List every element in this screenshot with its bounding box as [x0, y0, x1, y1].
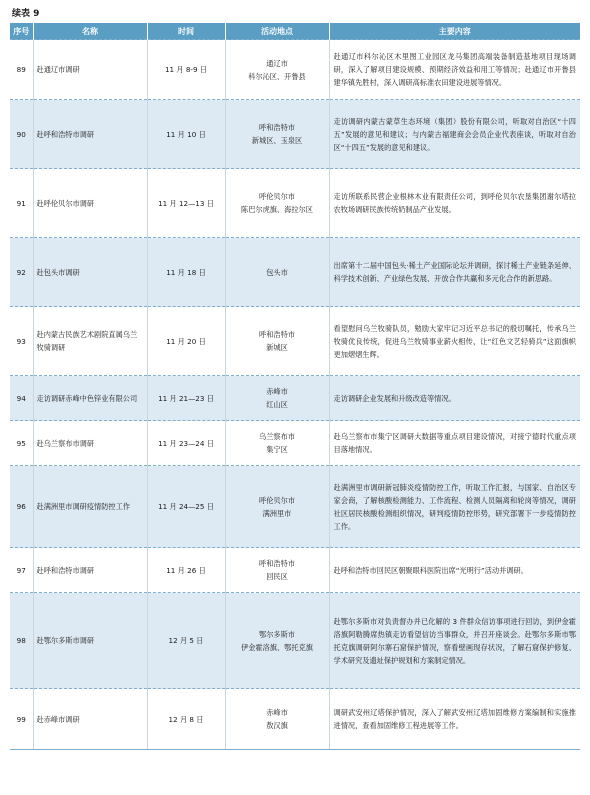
row-number: 97 — [10, 548, 33, 593]
row-place: 鄂尔多斯市 伊金霍洛旗、鄂托克旗 — [225, 593, 329, 689]
row-name: 赴呼和浩特市调研 — [33, 548, 147, 593]
row-number: 99 — [10, 689, 33, 750]
row-name: 赴呼伦贝尔市调研 — [33, 169, 147, 238]
row-content: 赴鄂尔多斯市对负责督办并已化解的 3 件群众信访事项进行回访，到伊金霍洛旗阿勒腾席热镇走访看望信访当事群众，并召开座谈会。赴鄂尔多斯市鄂托克旗调研阿尔寨石窟保护情况，察看壁画现存状况，了解石窟保护修复、学术研究及遗址保护规划和方案制定情况。 — [329, 593, 580, 689]
table-row — [10, 548, 580, 593]
row-number: 96 — [10, 466, 33, 548]
row-time: 11 月 21—23 日 — [147, 376, 225, 421]
row-name: 赴鄂尔多斯市调研 — [33, 593, 147, 689]
row-place: 通辽市 科尔沁区、开鲁县 — [225, 40, 329, 100]
row-name: 赴包头市调研 — [33, 238, 147, 307]
column-header-content: 主要内容 — [329, 23, 580, 40]
row-place: 乌兰察布市 集宁区 — [225, 421, 329, 466]
row-name: 赴满洲里市调研疫情防控工作 — [33, 466, 147, 548]
row-name: 走访调研赤峰中色锌业有限公司 — [33, 376, 147, 421]
row-content: 调研武安州辽塔保护情况，深入了解武安州辽塔加固维修方案编制和实施推进情况，查看加固维修工程进展等工作。 — [329, 689, 580, 750]
row-place: 呼伦贝尔市 陈巴尔虎旗、海拉尔区 — [225, 169, 329, 238]
table-header-row — [10, 23, 580, 40]
row-content: 赴通辽市科尔沁区木里图工业园区龙马集团高端装备制造基地项目现场调研，深入了解项目建设规模、预期经济效益和用工等情况；赴通辽市开鲁县建华镇先胜村，深入调研高标准农田建设进展等情况。 — [329, 40, 580, 100]
table-row — [10, 466, 580, 548]
row-content: 看望慰问乌兰牧骑队员，勉励大家牢记习近平总书记的殷切嘱托，传承乌兰牧骑优良传统，促进乌兰牧骑事业薪火相传，让“红色文艺轻骑兵”这面旗帜更加熠熠生辉。 — [329, 307, 580, 376]
row-time: 11 月 24—25 日 — [147, 466, 225, 548]
row-name: 赴赤峰市调研 — [33, 689, 147, 750]
page-title: 续表 9 — [12, 9, 40, 19]
row-number: 94 — [10, 376, 33, 421]
row-time: 12 月 5 日 — [147, 593, 225, 689]
table-row — [10, 376, 580, 421]
table-row — [10, 307, 580, 376]
row-time: 11 月 10 日 — [147, 100, 225, 169]
table-row — [10, 421, 580, 466]
table-row — [10, 40, 580, 100]
row-name: 赴乌兰察布市调研 — [33, 421, 147, 466]
table-row — [10, 169, 580, 238]
row-content: 出席第十二届中国包头·稀土产业国际论坛并调研，探讨稀土产业链条延伸、科学技术创新、产业绿色发展、开放合作共赢和多元化合作的新思路。 — [329, 238, 580, 307]
row-place: 赤峰市 敖汉旗 — [225, 689, 329, 750]
table-row — [10, 238, 580, 307]
row-number: 93 — [10, 307, 33, 376]
column-header-name: 名称 — [33, 23, 147, 40]
row-content: 赴乌兰察布市集宁区调研大数据等重点项目建设情况，对接宁德时代重点项目落地情况。 — [329, 421, 580, 466]
table-row — [10, 689, 580, 750]
row-time: 12 月 8 日 — [147, 689, 225, 750]
row-time: 11 月 12—13 日 — [147, 169, 225, 238]
row-place: 呼和浩特市 新城区、玉泉区 — [225, 100, 329, 169]
row-name: 赴内蒙古民族艺术剧院直属乌兰牧骑调研 — [33, 307, 147, 376]
row-time: 11 月 18 日 — [147, 238, 225, 307]
row-time: 11 月 20 日 — [147, 307, 225, 376]
table-row — [10, 100, 580, 169]
row-name: 赴呼和浩特市调研 — [33, 100, 147, 169]
row-time: 11 月 8-9 日 — [147, 40, 225, 100]
row-place: 呼伦贝尔市 满洲里市 — [225, 466, 329, 548]
row-place: 包头市 — [225, 238, 329, 307]
row-time: 11 月 23—24 日 — [147, 421, 225, 466]
row-place: 呼和浩特市 新城区 — [225, 307, 329, 376]
row-content: 走访所联系民营企业根林木业有限责任公司，到呼伦贝尔农垦集团谢尔塔拉农牧场调研民族传统奶制品产业发展。 — [329, 169, 580, 238]
row-name: 赴通辽市调研 — [33, 40, 147, 100]
row-number: 90 — [10, 100, 33, 169]
row-content: 走访调研企业发展和升级改造等情况。 — [329, 376, 580, 421]
row-place: 赤峰市 红山区 — [225, 376, 329, 421]
column-header-time: 时间 — [147, 23, 225, 40]
row-time: 11 月 26 日 — [147, 548, 225, 593]
row-number: 89 — [10, 40, 33, 100]
row-number: 95 — [10, 421, 33, 466]
row-place: 呼和浩特市 回民区 — [225, 548, 329, 593]
row-content: 走访调研内蒙古蒙草生态环境（集团）股份有限公司，听取对自治区“十四五”发展的意见和建议；与内蒙古福建商会会员企业代表座谈，听取对自治区“十四五”发展的意见和建议。 — [329, 100, 580, 169]
row-number: 91 — [10, 169, 33, 238]
column-header-number: 序号 — [10, 23, 33, 40]
column-header-place: 活动地点 — [225, 23, 329, 40]
table-row — [10, 593, 580, 689]
row-number: 98 — [10, 593, 33, 689]
row-content: 赴呼和浩特市回民区朝聚眼科医院出席“光明行”活动并调研。 — [329, 548, 580, 593]
row-content: 赴满洲里市调研新冠肺炎疫情防控工作，听取工作汇报，与国家、自治区专家会商，了解核酸检测能力、工作流程、检测人员隔离和轮岗等情况，调研社区居民核酸检测组织情况，研判疫情防控形势，研究部署下一步疫情防控工作。 — [329, 466, 580, 548]
row-number: 92 — [10, 238, 33, 307]
activity-table — [10, 23, 580, 750]
